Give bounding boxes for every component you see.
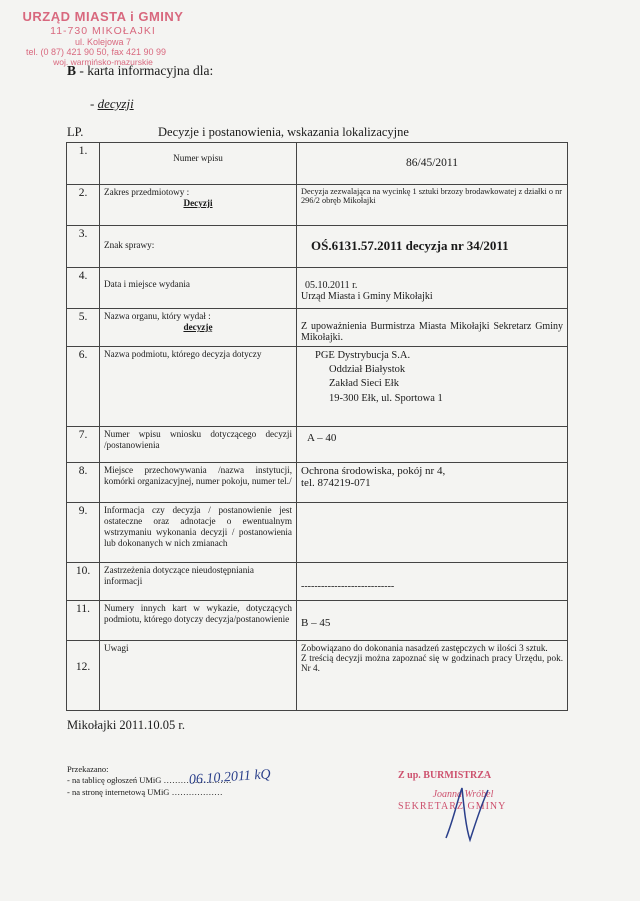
row-number: 12. (67, 641, 100, 711)
stamp-line: ul. Kolejowa 7 (74, 37, 132, 47)
row-label: Uwagi (100, 641, 297, 711)
label-sub: decyzję (183, 322, 213, 333)
row-value (297, 503, 568, 563)
table-row (67, 601, 568, 641)
card-prefix: B (67, 63, 77, 78)
table-row (67, 309, 568, 347)
row-number: 7. (67, 427, 100, 463)
row-label: Znak sprawy: (100, 226, 297, 268)
handwritten-date: 06.10.2011 kQ (188, 767, 272, 788)
row-value (297, 226, 568, 268)
row-number: 2. (67, 185, 100, 226)
row-value (297, 641, 568, 711)
row-number: 11. (67, 601, 100, 641)
table-row (67, 185, 568, 226)
value-line: Zakład Sieci Ełk (329, 378, 399, 390)
row-number: 9. (67, 503, 100, 563)
subtitle-dash: - (90, 96, 98, 111)
label-sub: Decyzji (183, 198, 213, 209)
seal-line: SEKRETARZ GMINY (398, 801, 507, 812)
row-number: 4. (67, 268, 100, 309)
subtitle-text: decyzji (97, 96, 134, 111)
stamp-line: woj. warmińsko-mazurskie (53, 56, 153, 67)
row-label: Informacja czy decyzja / postanowienie jest ostateczne oraz adnotacje o ewentualnym wstrzymaniu wykonania decyzji / postanowienia lub dokonanych w nich zmianach (100, 503, 297, 563)
row-number: 1. (67, 143, 100, 185)
table-row (67, 563, 568, 601)
case-number: OŚ.6131.57.2011 decyzja nr 34/2011 (311, 238, 509, 253)
value-line: Ochrona środowiska, pokój nr 4, (301, 465, 446, 477)
row-value: Decyzja zezwalająca na wycinkę 1 sztuki brzozy brodawkowatej z działki o nr 296/2 obręb Mikołajki (297, 185, 568, 226)
table-row (67, 143, 568, 185)
row-label: Numery innych kart w wykazie, dotyczących podmiotu, którego dotyczy decyzja/postanowienie (100, 601, 297, 641)
table-row (67, 427, 568, 463)
table-row (67, 641, 568, 711)
info-table (66, 142, 568, 711)
card-subtitle (90, 96, 134, 112)
table-row (67, 226, 568, 268)
seal-line: Z up. BURMISTRZA (398, 770, 492, 781)
row-number: 6. (67, 347, 100, 427)
row-number: 3. (67, 226, 100, 268)
row-value (297, 347, 568, 427)
table-row (67, 463, 568, 503)
table-row (67, 268, 568, 309)
table-title: Decyzje i postanowienia, wskazania lokalizacyjne (158, 125, 409, 139)
row-value: B – 45 (297, 601, 568, 641)
value-line: PGE Dystrybucja S.A. (315, 350, 411, 361)
row-value (297, 463, 568, 503)
row-label (100, 309, 297, 347)
row-label: Zastrzeżenia dotyczące nieudostępniania informacji (100, 563, 297, 601)
table-row (67, 347, 568, 427)
seal-line: Joanna Wróbel (432, 788, 494, 800)
row-number: 5. (67, 309, 100, 347)
row-value: ---------------------------- (297, 563, 568, 601)
stamp-line: 11-730 MIKOŁAJKI (50, 24, 156, 37)
value-line: Z treścią decyzji można zapoznać się w godzinach pracy Urzędu, pok. Nr 4. (301, 653, 563, 673)
row-label: Nazwa podmiotu, którego decyzja dotyczy (100, 347, 297, 427)
row-label: Numer wpisu (100, 143, 297, 185)
card-title-text: - karta informacyjna dla: (76, 63, 214, 78)
footer-line: Przekazano: (67, 764, 109, 774)
value-line: 05.10.2011 r. (305, 280, 358, 291)
value-line: tel. 874219-071 (301, 477, 371, 489)
row-label (100, 185, 297, 226)
stamp-line: URZĄD MIASTA i GMINY (22, 9, 184, 24)
value-line: Urząd Miasta i Gminy Mikołajki (301, 291, 433, 302)
row-value: Z upoważnienia Burmistrza Miasta Mikołajki Sekretarz Gminy Mikołajki. (297, 309, 568, 347)
stamp-line: tel. (0 87) 421 90 50, fax 421 90 99 (25, 47, 167, 58)
value-line: Zobowiązano do dokonania nasadzeń zastępczych w ilości 3 sztuk. (301, 643, 548, 653)
office-stamp (8, 10, 198, 67)
row-number: 8. (67, 463, 100, 503)
table-row (67, 503, 568, 563)
value-line: Oddział Białystok (329, 364, 406, 376)
signature-mark (436, 778, 506, 848)
card-title (67, 63, 213, 79)
label-text: Nazwa organu, który wydał : (104, 311, 211, 321)
row-number: 10. (67, 563, 100, 601)
place-date: Mikołajki 2011.10.05 r. (67, 718, 185, 732)
row-label: Miejsce przechowywania /nazwa instytucji, komórki organizacyjnej, numer pokoju, numer tel./ (100, 463, 297, 503)
label-text: Zakres przedmiotowy : (104, 187, 190, 197)
footer-line: - na tablicę ogłoszeń UMiG …………………… (67, 775, 232, 786)
row-label: Numer wpisu wniosku dotyczącego decyzji /postanowienia (100, 427, 297, 463)
footer-line: - na stronę internetową UMiG ……………… (67, 786, 223, 797)
lp-header: LP. (67, 125, 84, 139)
row-value: A – 40 (297, 427, 568, 463)
row-value: 86/45/2011 (297, 143, 568, 185)
row-label: Data i miejsce wydania (100, 268, 297, 309)
value-line: 19-300 Ełk, ul. Sportowa 1 (329, 392, 443, 404)
row-value (297, 268, 568, 309)
